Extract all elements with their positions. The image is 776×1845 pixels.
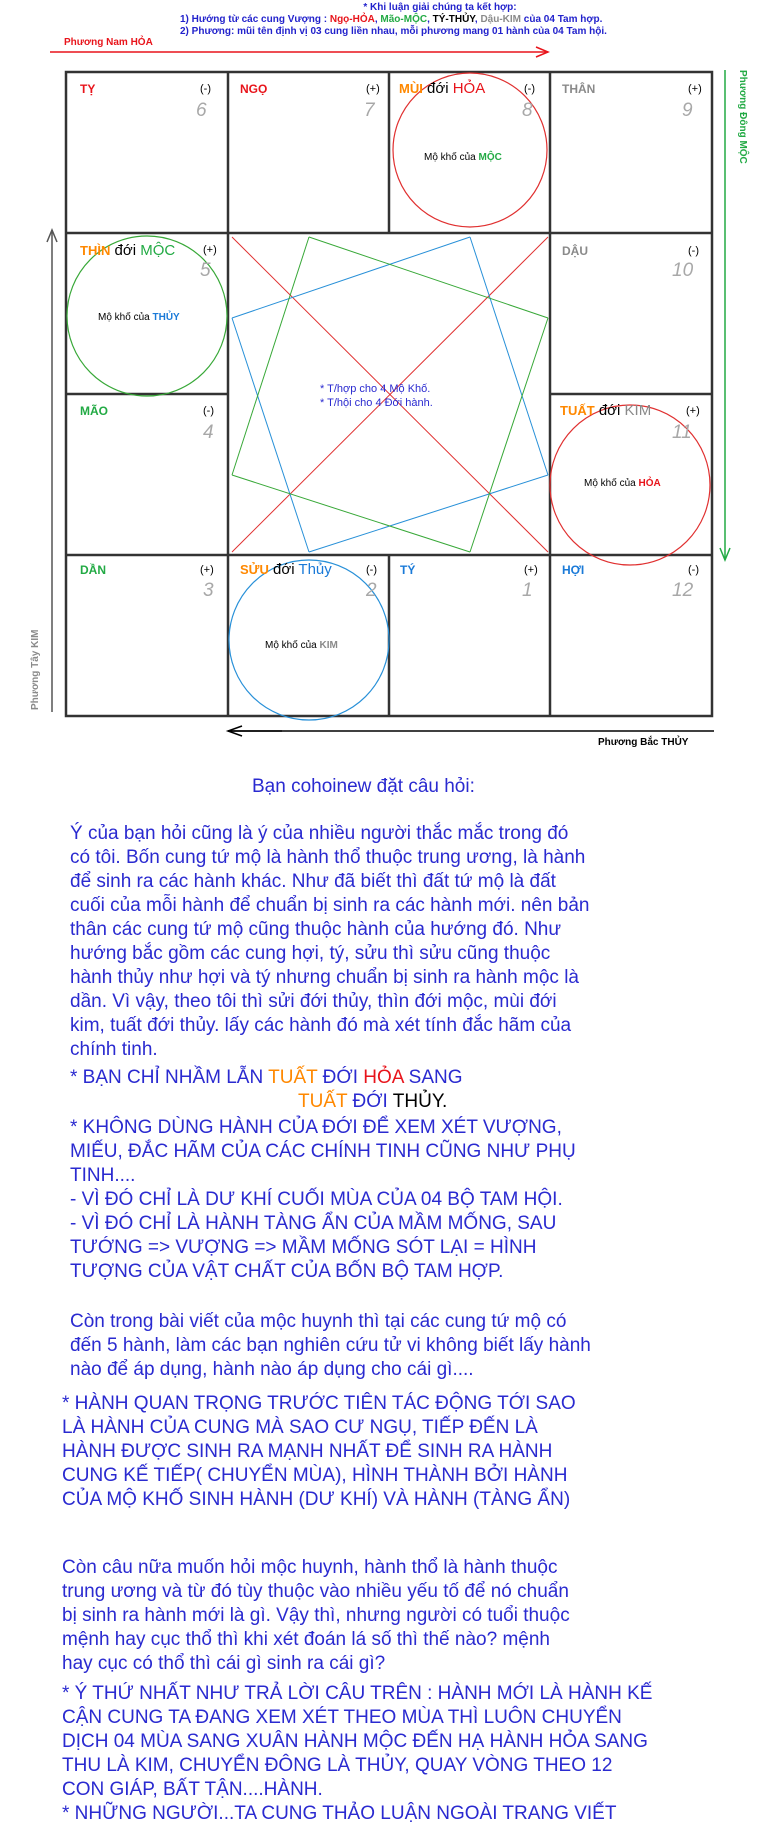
header-line-1-prefix: 1) Hướng từ các cung Vượng : — [180, 14, 330, 25]
cell-polarity: (+) — [203, 244, 217, 256]
cell-number: 5 — [200, 260, 211, 281]
cell-polarity: (-) — [203, 405, 214, 417]
center-note — [320, 382, 433, 410]
header-sep-2: , — [427, 14, 433, 25]
cell-name: MÃO — [80, 404, 108, 418]
arrow-bac — [228, 726, 714, 736]
header-sep-1: , — [374, 14, 381, 25]
mokho-label-mui: Mộ khố của MỘC — [424, 152, 502, 163]
header-dau-kim: Dậu-KIM — [480, 14, 521, 25]
question-paragraph-2: Còn trong bài viết của mộc huynh thì tại các cung tứ mộ có đến 5 hành, làm các bạn nghiên cứu tử vi không biết lấy hành nào để áp dụng, hành nào áp dụng cho cái gì.... — [70, 1311, 591, 1380]
answer-correction-line-1: * BẠN CHỈ NHẦM LẪN TUẤT ĐỚI HỎA SANG — [70, 1067, 463, 1088]
arrow-dong — [720, 70, 730, 560]
cell-name: TÝ — [400, 563, 416, 577]
cell-number: 8 — [522, 100, 533, 121]
cell-number: 9 — [682, 100, 693, 121]
direction-tay-label: Phương Tây KIM — [30, 629, 41, 710]
cell-name: THÂN — [562, 82, 596, 96]
question-heading: Bạn cohoinew đặt câu hỏi: — [252, 776, 475, 797]
header-line-2: 2) Phương: mũi tên định vị 03 cung liền nhau, mỗi phương mang 01 hành của 04 Tam hội. — [180, 26, 607, 37]
header-mao-moc: Mão-MỘC — [380, 14, 428, 25]
cell-polarity: (+) — [200, 564, 214, 576]
mokho-label-suu: Mộ khố của KIM — [265, 640, 338, 651]
cell-polarity: (+) — [524, 564, 538, 576]
arrow-tay — [47, 230, 57, 712]
center-note-line-2: * T/hội cho 4 Đới hành. — [320, 397, 433, 409]
cell-name: THÌN đới MỘC — [80, 242, 176, 259]
cell-polarity: (-) — [200, 83, 211, 95]
direction-bac-label: Phương Bắc THỦY — [598, 737, 689, 748]
header-ty-thuy: TÝ-THỦY — [432, 14, 475, 25]
center-note-line-1: * T/hợp cho 4 Mộ Khố. — [320, 383, 431, 395]
cell-number: 12 — [672, 580, 694, 601]
cell-name: MÙI đới HỎA — [399, 80, 486, 97]
cell-polarity: (-) — [524, 83, 535, 95]
direction-dong-label: Phương Đông MỘC — [737, 70, 748, 164]
cell-name: TỴ — [80, 82, 96, 96]
cell-name: DẬU — [562, 244, 588, 258]
cell-name: SỬU đới Thủy — [240, 561, 332, 578]
answer-block-3: * Ý THỨ NHẤT NHƯ TRẢ LỜI CÂU TRÊN : HÀNH MỚI LÀ HÀNH KẾ CẬN CUNG TA ĐANG XEM XÉT THEO MÙA THÌ LUÔN CHUYỂN DỊCH 04 MÙA SANG XUÂN HÀNH MỘC ĐẾN HẠ HÀNH HỎA SANG THU LÀ KIM, CHUYỂN ĐÔNG LÀ THỦY, QUAY VÒNG THEO 12 CON GIÁP, BẤT TẬN....HÀNH. * NHỮNG NGƯỜI...TA CUNG THẢO LUẬN NGOÀI TRANG VIẾT — [62, 1683, 653, 1824]
cell-polarity: (-) — [366, 564, 377, 576]
cell-polarity: (-) — [688, 564, 699, 576]
cell-name: TUẤT đới KIM — [560, 402, 652, 419]
header-sep-3: , — [474, 14, 481, 25]
cell-number: 3 — [203, 580, 214, 601]
cell-polarity: (+) — [686, 405, 700, 417]
question-paragraph-3: Còn câu nữa muốn hỏi mộc huynh, hành thổ là hành thuộc trung ương và từ đó tùy thuộc vào nhiều yếu tố để nó chuẩn bị sinh ra hành mới là gì. Vậy thì, nhưng người có tuổi thuộc mệnh hay cục thổ thì khi xét đoán lá số thì thế nào? mệnh hay cục có thổ thì cái gì sinh ra cái gì? — [62, 1557, 570, 1674]
mokho-label-tuat: Mộ khố của HỎA — [584, 478, 661, 489]
question-paragraph-1: Ý của bạn hỏi cũng là ý của nhiều người thắc mắc trong đó có tôi. Bốn cung tứ mộ là hành thổ thuộc trung ương, là hành để sinh ra các hành khác. Như đã biết thì đất tứ mộ là đất cuối của mỗi hành để chuẩn bị sinh ra các hành mới. nên bản thân các cung tứ mộ cũng thuộc hành của hướng đó. Như hướng bắc gồm các cung hợi, tý, sửu thì sửu cũng thuộc hành thủy như hợi và tý nhưng chuẩn bị sinh ra hành mộc là dần. Vì vậy, theo tôi thì sửi đới thủy, thìn đới mộc, mùi đới kim, tuất đới thủy. lấy các hành đó mà xét tính đắc hãm của chính tinh. — [70, 823, 590, 1060]
mokho-label-thin: Mộ khố của THỦY — [98, 312, 180, 323]
answer-correction — [70, 1066, 740, 1114]
answer-correction-line-2: TUẤT ĐỚI THỦY. — [298, 1091, 448, 1112]
cell-polarity: (+) — [688, 83, 702, 95]
cell-number: 6 — [196, 100, 207, 121]
cell-name: DẦN — [80, 563, 106, 577]
header-line-0: * Khi luận giải chúng ta kết hợp: — [363, 2, 517, 13]
header-line-1-suffix: của 04 Tam hợp. — [521, 14, 603, 25]
cell-number: 1 — [522, 580, 533, 601]
cell-polarity: (+) — [366, 83, 380, 95]
answer-block-1: * KHÔNG DÙNG HÀNH CỦA ĐỚI ĐỂ XEM XÉT VƯỢNG, MIẾU, ĐẮC HÃM CỦA CÁC CHÍNH TINH CŨNG NHƯ PHỤ TINH.... - VÌ ĐÓ CHỈ LÀ DƯ KHÍ CUỐI MÙA CỦA 04 BỘ TAM HỘI. - VÌ ĐÓ CHỈ LÀ HÀNH TÀNG ẨN CỦA MẦM MỐNG, SAU TƯỚNG => VƯỢNG => MẦM MỐNG SÓT LẠI = HÌNH TƯỢNG CỦA VẬT CHẤT CỦA BỐN BỘ TAM HỢP. — [70, 1117, 576, 1282]
cell-number: 7 — [364, 100, 375, 121]
answer-block-2: * HÀNH QUAN TRỌNG TRƯỚC TIÊN TÁC ĐỘNG TỚI SAO LÀ HÀNH CỦA CUNG MÀ SAO CƯ NGỤ, TIẾP ĐẾN LÀ HÀNH ĐƯỢC SINH RA MẠNH NHẤT ĐỂ SINH RA HÀNH CUNG KẾ TIẾP( CHUYỂN MÙA), HÌNH THÀNH BỞI HÀNH CỦA MỘ KHỐ SINH HÀNH (DƯ KHÍ) VÀ HÀNH (TÀNG ẨN) — [62, 1393, 576, 1510]
diagram-graphics — [0, 0, 776, 760]
direction-nam-label: Phương Nam HỎA — [64, 37, 153, 48]
header-ngo-hoa: Ngọ-HỎA — [329, 14, 375, 25]
cell-name: NGỌ — [240, 82, 268, 96]
cell-number: 11 — [672, 422, 692, 443]
cell-number: 2 — [366, 580, 377, 601]
cell-name: HỢI — [562, 563, 585, 577]
arrow-nam — [50, 47, 548, 57]
cell-number: 10 — [672, 260, 694, 281]
cell-polarity: (-) — [688, 245, 699, 257]
cell-number: 4 — [203, 422, 214, 443]
